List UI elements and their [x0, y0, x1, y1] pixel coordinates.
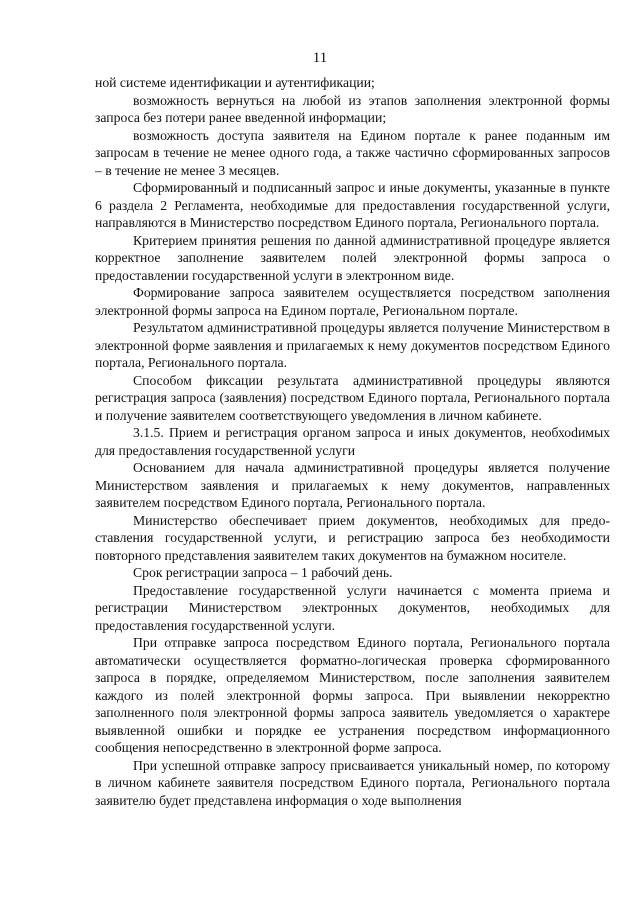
section-heading: 3.1.5. Прием и регистрация органом запроса и иных документов, необхоdимых для предоставления государственной услуги: [95, 425, 610, 458]
paragraph: Формирование запроса заявителем осуществляется посредством заполнения электронной формы запроса на Едином портале, Региональном портале.: [95, 285, 610, 318]
paragraph: Критерием принятия решения по данной административной процедуре является корректное заполнение заявителем полей электронной формы запроса о предоставлении государственной услуги в электронном виде.: [95, 232, 610, 283]
paragraph: Основанием для начала административной процедуры является получение Министерством заявления и прилагаемых к нему документов, направленных заявителем посредством Единого портала, Регионального портала.: [95, 460, 610, 510]
paragraph: Министерство обеспечивает прием документов, необходимых для предоставления государственной услуги, и регистрацию запроса без необходимости повторного представления заявителем таких документов на бумажном носителе.: [95, 512, 610, 563]
paragraph-continued: ной системе идентификации и аутентификации;: [95, 75, 375, 90]
paragraph: Результатом административной процедуры является получение Министерством в электронной форме заявления и прилагаемых к нему документов посредством Единого портала, Регионального портала.: [95, 320, 610, 370]
page-number: 11: [312, 50, 328, 66]
paragraph: Способом фиксации результата административной процедуры являются регистрация запроса (заявления) посредством Единого портала, Регионального портала и получение заявителем соответствующего уведомления в личном кабинете.: [95, 372, 610, 423]
paragraph: возможность вернуться на любой из этапов заполнения электронной формы запроса без потери ранее введенной информации;: [95, 92, 610, 125]
document-body: [95, 74, 610, 809]
paragraph: Срок регистрации запроса – 1 рабочий день.: [133, 565, 393, 580]
paragraph: возможность доступа заявителя на Едином портале к ранее поданным им запросам в течение не менее одного года, а также частично сформированных запросов – в течение не менее 3 месяцев.: [95, 127, 610, 178]
paragraph: Предоставление государственной услуги начинается с момента приема и регистрации Министерством электронных документов, необходимых для предоставления государственной услуги.: [95, 582, 610, 633]
paragraph: При успешной отправке запросу присваивается уникальный номер, по которому в личном кабинете заявителя посредством Единого портала, Регионального портала заявителю будет представлена информация о ходе выполнения: [95, 757, 610, 808]
paragraph: Сформированный и подписанный запрос и иные документы, указанные в пункте 6 раздела 2 Регламента, необходимые для предоставления государственной услуги, направляются в Министерство посредством Единого портала, Регионального портала.: [95, 180, 610, 230]
paragraph: При отправке запроса посредством Единого портала, Регионального портала автоматически осуществляется форматно-логическая проверка сформированного запроса в порядке, определяемом Министерством, после заполнения заявителем каждого из полей электронной формы запроса. При выявлении некорректно заполненного поля электронной формы запроса заявитель уведомляется о характере выявленной ошибки и порядке ее устранения посредством информационного сообщения непосредственно в электронной форме запроса.: [95, 635, 610, 755]
